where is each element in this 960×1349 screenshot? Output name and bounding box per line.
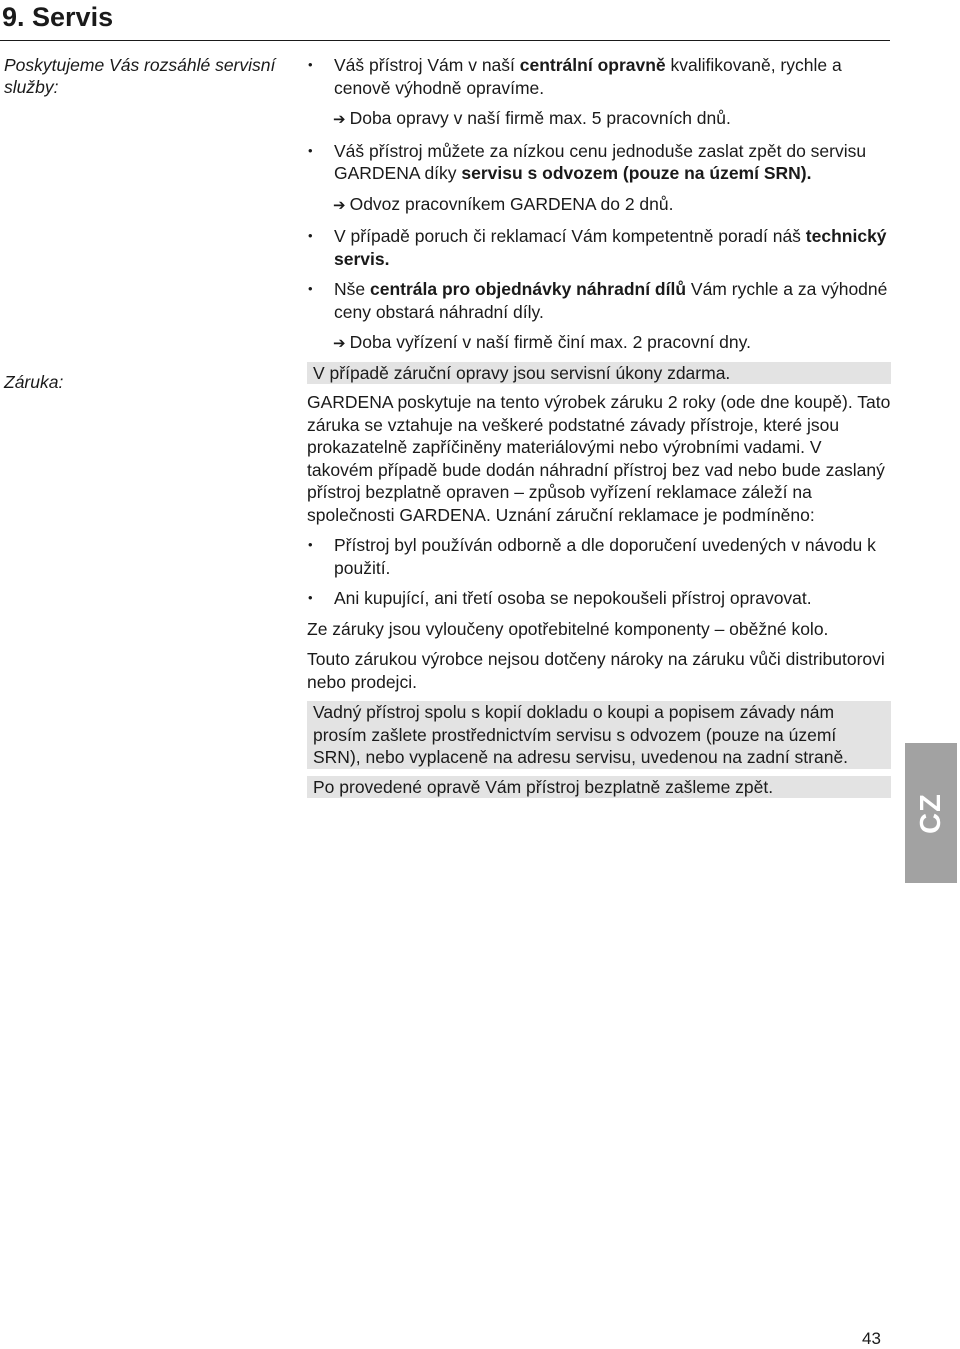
service-bullet-pickup: • Váš přístroj můžete za nízkou cenu jednoduše zaslat zpět do servisu GARDENA díky servisu s odvozem (pouze na území SRN). [307,140,891,185]
page-title: 9. Servis [2,2,114,32]
warranty-return-box: Po provedené opravě Vám přístroj bezplatně zašleme zpět. [307,776,891,799]
service-bullet-spare-parts: • Nše centrála pro objednávky náhradní dílů Vám rychle a za výhodné ceny obstará náhradní díly. [307,278,891,323]
title-divider [0,40,890,41]
right-arrow-icon: ➔ [333,111,346,128]
warranty-free-repair-box: V případě záruční opravy jsou servisní úkony zdarma. [307,362,891,385]
arrow-note-repair-time: ➔ Doba opravy v naší firmě max. 5 pracovních dnů. [333,108,731,128]
right-arrow-icon: ➔ [333,335,346,352]
warranty-shipping-box: Vadný přístroj spolu s kopií dokladu o koupi a popisem závady nám prosím zašlete prostřednictvím servisu s odvozem (pouze na území SRN), nebo vyplaceně na adresu servisu, uvedenou na zadní straně. [307,701,891,769]
right-arrow-icon: ➔ [333,196,346,214]
main-content [307,54,891,805]
page-number: 43 [862,1329,881,1348]
arrow-note-pickup-time: ➔ Odvoz pracovníkem GARDENA do 2 dnů. [333,193,674,214]
warranty-section-label: Záruka: [4,372,64,392]
service-section-label: Poskytujeme Vás rozsáhlé servisní služby: [4,55,276,97]
warranty-terms-paragraph: GARDENA poskytuje na tento výrobek záruku 2 roky (ode dne koupě). Tato záruka se vztahuje na veškeré podstatné závady přístroje, které jsou prokazatelně zapříčiněny materiálovými nebo výrobními vadami. V takovém případě bude dodán náhradní přístroj bez vad nebo bude zaslaný přístroj bezplatně opraven – způsob vyřízení reklamace záleží na společnosti GARDENA. Uznání záruční reklamace je podmíněno: [307,392,891,525]
service-bullet-technical-service: • V případě poruch či reklamací Vám kompetentně poradí náš technický servis. [307,225,891,270]
language-tab: CZ [905,743,957,883]
warranty-condition-bullet: • Ani kupující, ani třetí osoba se nepokoušeli přístroj opravovat. [307,587,891,610]
service-bullet-central-repair: • Váš přístroj Vám v naší centrální opravně kvalifikovaně, rychle a cenově výhodně opravíme. [307,54,891,99]
arrow-note-processing-time: ➔ Doba vyřízení v naší firmě činí max. 2 pracovní dny. [333,332,751,352]
warranty-condition-bullet: • Přístroj byl používán odborně a dle doporučení uvedených v návodu k použití. [307,534,891,579]
warranty-exclusions-paragraph: Ze záruky jsou vyloučeny opotřebitelné komponenty – oběžné kolo. [307,618,829,639]
warranty-distributor-paragraph: Touto zárukou výrobce nejsou dotčeny nároky na záruku vůči distributorovi nebo prodejci. [307,649,885,692]
